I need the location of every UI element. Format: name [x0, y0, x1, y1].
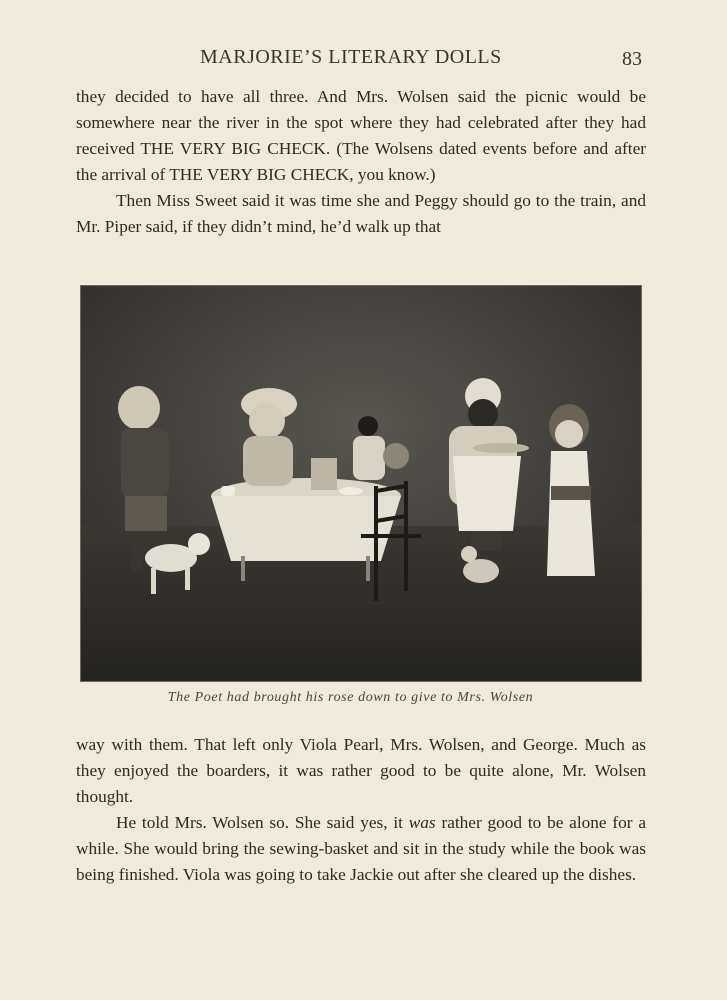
running-header — [0, 46, 727, 74]
paragraph: they decided to have all three. And Mrs. Wolsen said the picnic would be somewhere near the river in the spot where they had celebrated after they had received THE VERY BIG CHECK. (The Wolsens dated events before and after the arrival of THE VERY BIG CHECK, you know.) — [76, 87, 646, 184]
photo-plate — [80, 285, 642, 682]
text-block-top — [76, 84, 646, 240]
girl-doll-white — [547, 404, 595, 576]
page-number: 83 — [622, 48, 642, 70]
running-title: MARJORIE’S LITERARY DOLLS — [200, 46, 502, 68]
text-block-bottom — [76, 732, 646, 888]
paragraph-text: rather good to be alone for a while. She would bring the sewing-basket and sit in the study while the book was being finished. Viola was going to take Jackie out after she cleared up the dishes. — [76, 813, 646, 884]
paragraph-text: He told Mrs. Wolsen so. She said yes, it — [116, 813, 409, 832]
paragraph: way with them. That left only Viola Pearl, Mrs. Wolsen, and George. Much as they enjoyed the boarders, it was rather good to be quite alone, Mr. Wolsen thought. — [76, 735, 646, 806]
caption-text: The Poet had brought his rose down to give to Mrs. Wolsen — [167, 690, 534, 705]
figure-caption — [0, 690, 727, 706]
doll-tea-party-photo — [81, 286, 641, 681]
paragraph: Then Miss Sweet said it was time she and Peggy should go to the train, and Mr. Piper said, if they didn’t mind, he’d walk up that — [76, 191, 646, 236]
emphasized-word: was — [408, 813, 436, 832]
paragraph — [76, 810, 646, 888]
